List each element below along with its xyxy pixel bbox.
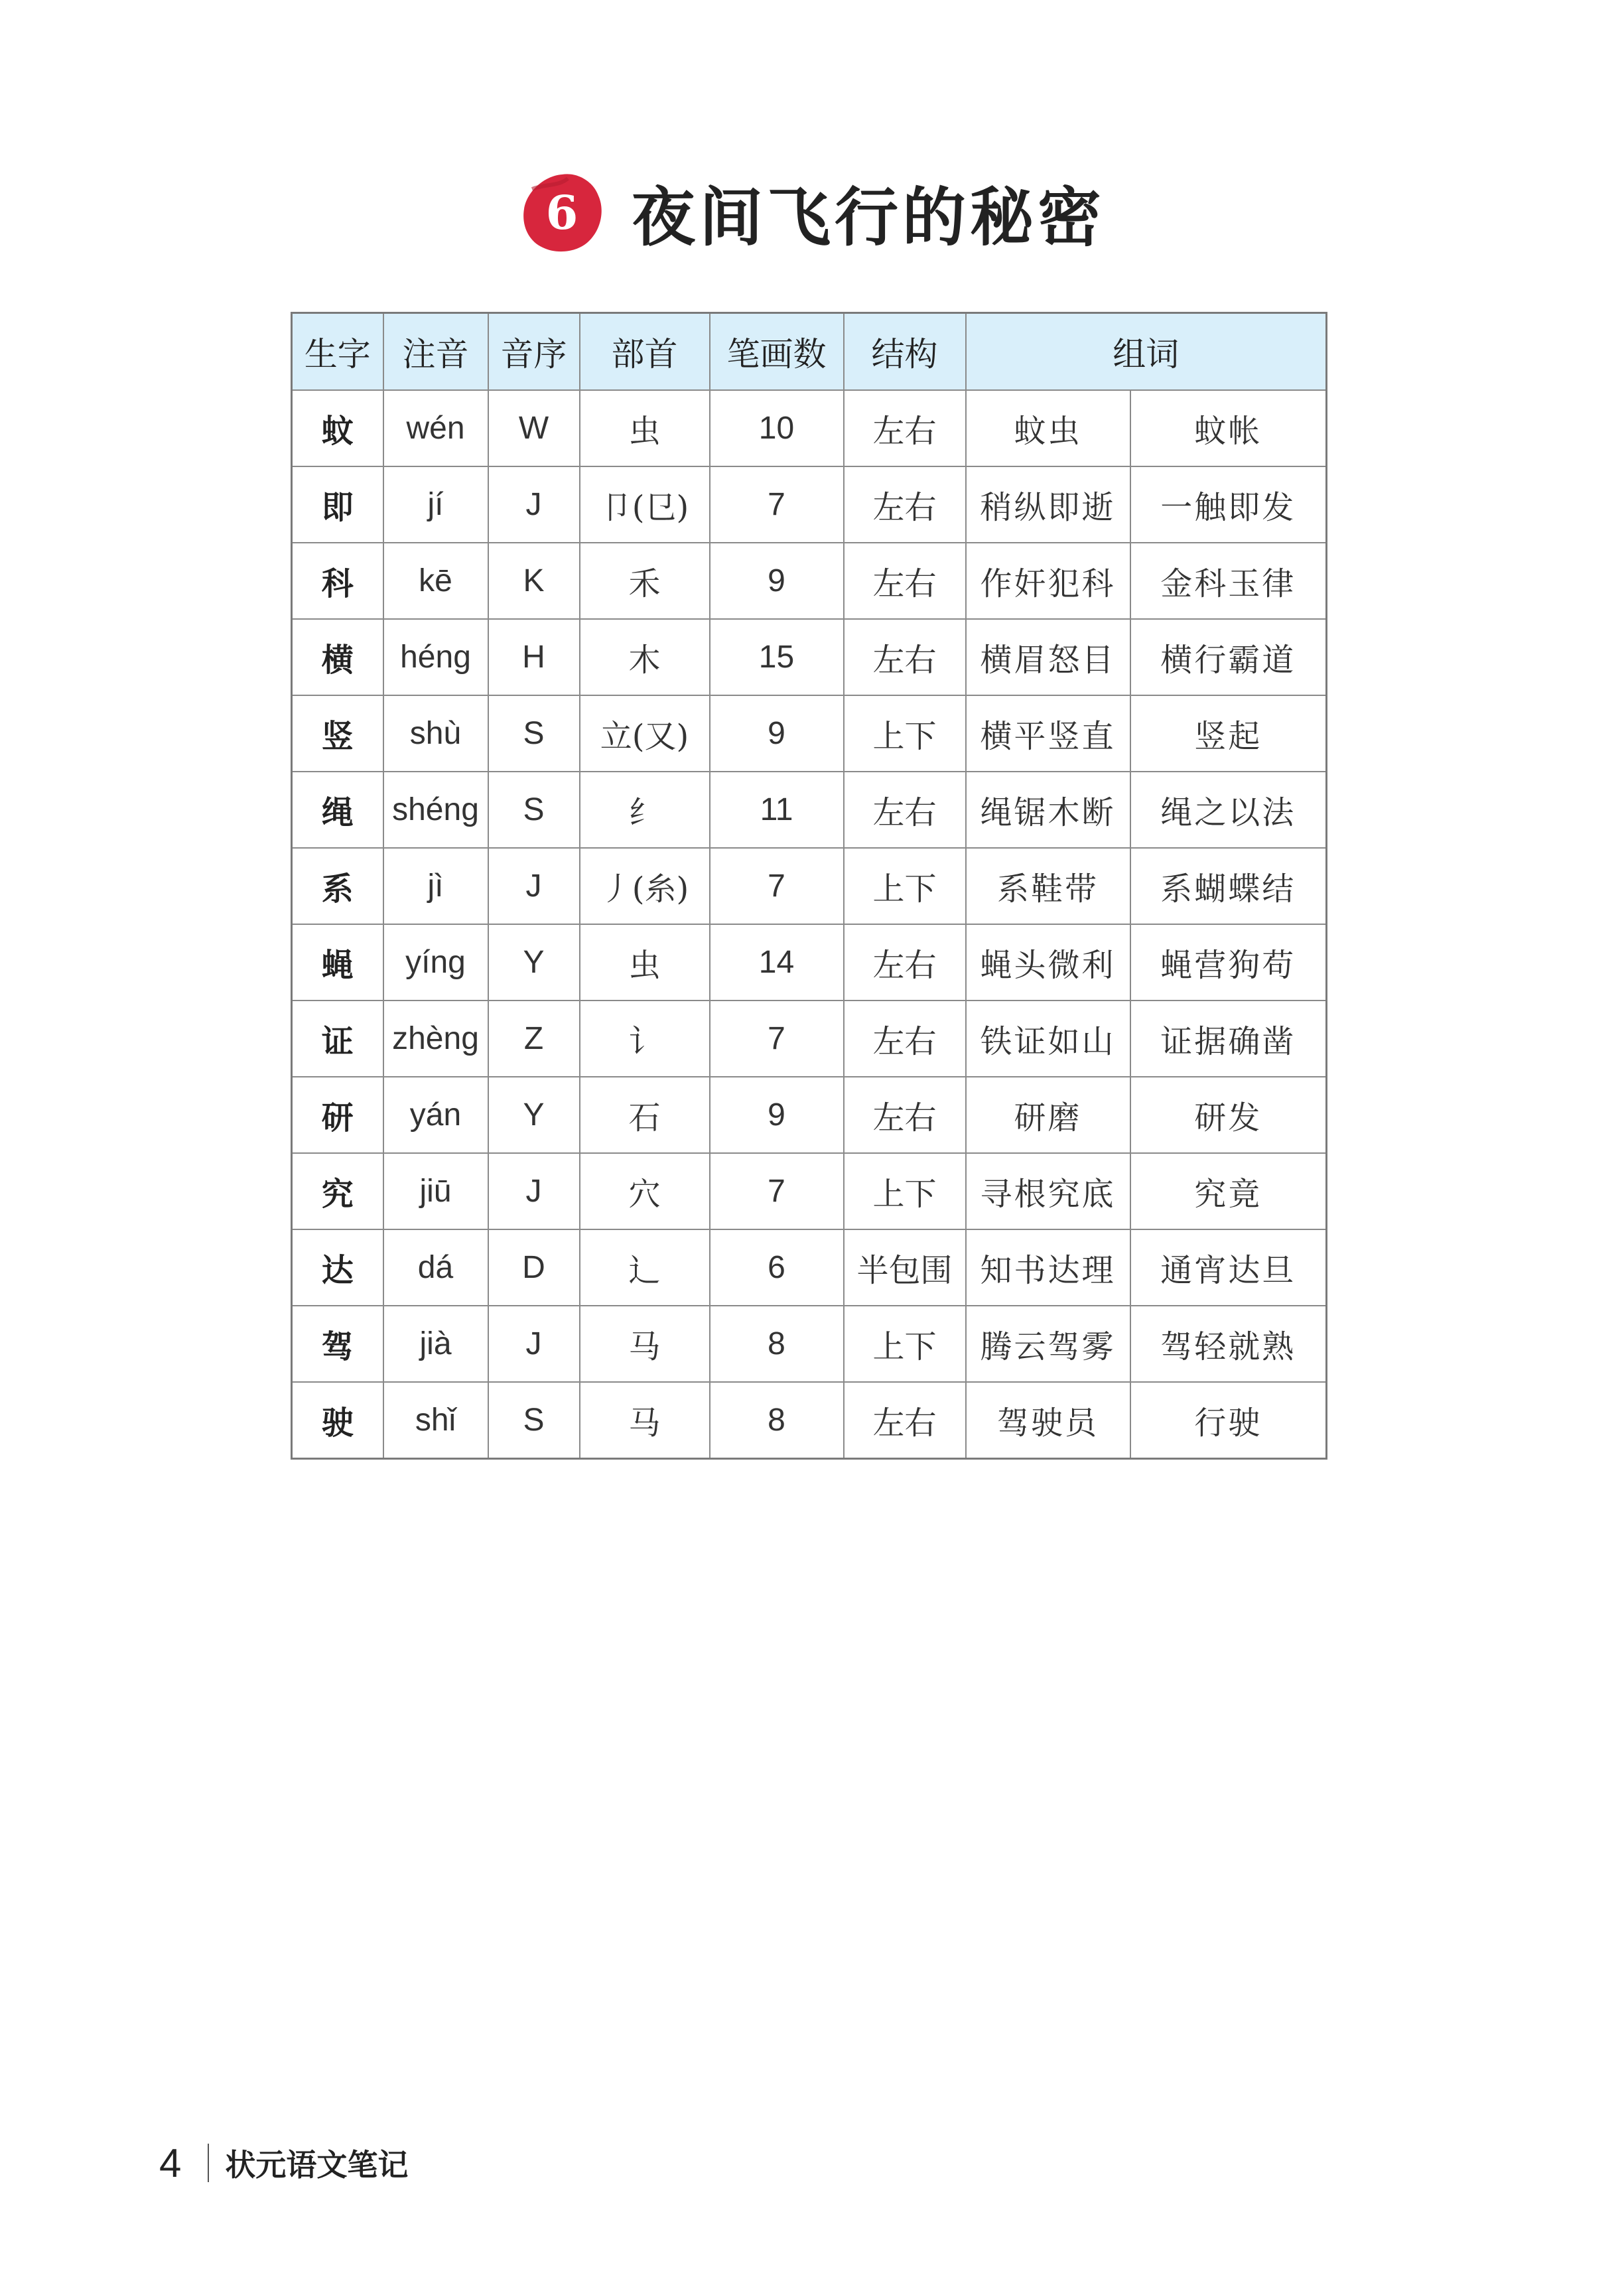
cell-word2: 研发: [1130, 1077, 1327, 1153]
cell-pinyin: shéng: [383, 772, 488, 848]
cell-char: 绳: [292, 772, 383, 848]
header-strokes: 笔画数: [710, 313, 844, 391]
cell-structure: 半包围: [844, 1229, 966, 1306]
header-structure: 结构: [844, 313, 966, 391]
table-row: [292, 1306, 1327, 1382]
header-words: 组词: [966, 313, 1327, 391]
cell-strokes: 9: [710, 543, 844, 619]
cell-structure: 上下: [844, 848, 966, 924]
cell-strokes: 9: [710, 695, 844, 772]
cell-radical: 木: [580, 619, 710, 695]
cell-char: 即: [292, 466, 383, 543]
cell-pinyin: yán: [383, 1077, 488, 1153]
header-letter: 音序: [488, 313, 580, 391]
cell-strokes: 11: [710, 772, 844, 848]
cell-letter: J: [488, 1153, 580, 1229]
cell-letter: S: [488, 772, 580, 848]
cell-char: 达: [292, 1229, 383, 1306]
lesson-title: 夜间飞行的秘密: [632, 179, 1105, 255]
cell-word2: 绳之以法: [1130, 772, 1327, 848]
cell-radical: 马: [580, 1382, 710, 1459]
page-footer: [159, 2133, 408, 2193]
table-row: [292, 1077, 1327, 1153]
cell-char: 驾: [292, 1306, 383, 1382]
table-row: [292, 924, 1327, 1001]
cell-word1: 横平竖直: [966, 695, 1130, 772]
cell-strokes: 7: [710, 1001, 844, 1077]
cell-pinyin: shù: [383, 695, 488, 772]
cell-word2: 蝇营狗苟: [1130, 924, 1327, 1001]
cell-radical: 卩(㔾): [580, 466, 710, 543]
cell-letter: Y: [488, 1077, 580, 1153]
cell-word1: 作奸犯科: [966, 543, 1130, 619]
cell-radical: 辶: [580, 1229, 710, 1306]
cell-word1: 绳锯木断: [966, 772, 1130, 848]
cell-letter: J: [488, 466, 580, 543]
cell-word1: 系鞋带: [966, 848, 1130, 924]
cell-word2: 金科玉律: [1130, 543, 1327, 619]
cell-strokes: 6: [710, 1229, 844, 1306]
cell-radical: 虫: [580, 924, 710, 1001]
cell-char: 科: [292, 543, 383, 619]
cell-word2: 横行霸道: [1130, 619, 1327, 695]
cell-word1: 研磨: [966, 1077, 1130, 1153]
page-number: 4: [159, 2140, 182, 2185]
cell-letter: Z: [488, 1001, 580, 1077]
cell-word2: 通宵达旦: [1130, 1229, 1327, 1306]
cell-strokes: 8: [710, 1306, 844, 1382]
cell-radical: 丿(糸): [580, 848, 710, 924]
cell-pinyin: wén: [383, 390, 488, 466]
cell-letter: Y: [488, 924, 580, 1001]
lesson-heading: [0, 163, 1624, 262]
cell-word1: 横眉怒目: [966, 619, 1130, 695]
cell-radical: 穴: [580, 1153, 710, 1229]
cell-strokes: 14: [710, 924, 844, 1001]
cell-word2: 蚊帐: [1130, 390, 1327, 466]
table-header: [292, 313, 1327, 391]
lesson-number-badge: [519, 169, 605, 255]
cell-word1: 寻根究底: [966, 1153, 1130, 1229]
cell-char: 驶: [292, 1382, 383, 1459]
cell-char: 证: [292, 1001, 383, 1077]
table-row: [292, 390, 1327, 466]
table-row: [292, 619, 1327, 695]
cell-radical: 讠: [580, 1001, 710, 1077]
cell-word2: 行驶: [1130, 1382, 1327, 1459]
cell-word2: 一触即发: [1130, 466, 1327, 543]
cell-pinyin: dá: [383, 1229, 488, 1306]
cell-structure: 左右: [844, 543, 966, 619]
cell-radical: 虫: [580, 390, 710, 466]
cell-word2: 究竟: [1130, 1153, 1327, 1229]
table-row: [292, 695, 1327, 772]
book-title: 状元语文笔记: [225, 2147, 409, 2183]
cell-word1: 蝇头微利: [966, 924, 1130, 1001]
footer-divider: [208, 2144, 209, 2182]
cell-structure: 左右: [844, 1001, 966, 1077]
cell-word1: 蚊虫: [966, 390, 1130, 466]
cell-pinyin: jià: [383, 1306, 488, 1382]
cell-structure: 左右: [844, 619, 966, 695]
cell-word2: 证据确凿: [1130, 1001, 1327, 1077]
cell-structure: 左右: [844, 772, 966, 848]
table-row: [292, 543, 1327, 619]
cell-pinyin: zhèng: [383, 1001, 488, 1077]
cell-structure: 左右: [844, 390, 966, 466]
cell-structure: 左右: [844, 924, 966, 1001]
cell-word2: 系蝴蝶结: [1130, 848, 1327, 924]
cell-word1: 知书达理: [966, 1229, 1130, 1306]
cell-radical: 石: [580, 1077, 710, 1153]
table-row: [292, 466, 1327, 543]
cell-char: 横: [292, 619, 383, 695]
cell-radical: 立(又): [580, 695, 710, 772]
vocabulary-table: [291, 312, 1327, 1460]
cell-letter: W: [488, 390, 580, 466]
cell-char: 究: [292, 1153, 383, 1229]
table-row: [292, 1153, 1327, 1229]
cell-structure: 上下: [844, 1153, 966, 1229]
table-row: [292, 1229, 1327, 1306]
table-row: [292, 1382, 1327, 1459]
cell-char: 竖: [292, 695, 383, 772]
cell-char: 蝇: [292, 924, 383, 1001]
cell-strokes: 15: [710, 619, 844, 695]
cell-strokes: 10: [710, 390, 844, 466]
table-row: [292, 772, 1327, 848]
cell-char: 蚊: [292, 390, 383, 466]
cell-strokes: 7: [710, 1153, 844, 1229]
table-body: [292, 390, 1327, 1459]
cell-word2: 竖起: [1130, 695, 1327, 772]
cell-letter: K: [488, 543, 580, 619]
cell-pinyin: jí: [383, 466, 488, 543]
cell-structure: 左右: [844, 466, 966, 543]
cell-strokes: 7: [710, 848, 844, 924]
cell-word1: 稍纵即逝: [966, 466, 1130, 543]
cell-structure: 上下: [844, 1306, 966, 1382]
cell-word1: 铁证如山: [966, 1001, 1130, 1077]
cell-strokes: 8: [710, 1382, 844, 1459]
cell-letter: J: [488, 1306, 580, 1382]
cell-letter: D: [488, 1229, 580, 1306]
cell-pinyin: héng: [383, 619, 488, 695]
cell-char: 系: [292, 848, 383, 924]
cell-structure: 上下: [844, 695, 966, 772]
cell-strokes: 9: [710, 1077, 844, 1153]
cell-char: 研: [292, 1077, 383, 1153]
table-row: [292, 848, 1327, 924]
cell-word2: 驾轻就熟: [1130, 1306, 1327, 1382]
cell-structure: 左右: [844, 1077, 966, 1153]
header-pinyin: 注音: [383, 313, 488, 391]
table-row: [292, 1001, 1327, 1077]
cell-radical: 禾: [580, 543, 710, 619]
cell-letter: H: [488, 619, 580, 695]
lesson-number: 6: [545, 184, 578, 240]
cell-pinyin: jiū: [383, 1153, 488, 1229]
cell-pinyin: yíng: [383, 924, 488, 1001]
cell-pinyin: kē: [383, 543, 488, 619]
cell-radical: 马: [580, 1306, 710, 1382]
cell-structure: 左右: [844, 1382, 966, 1459]
cell-letter: S: [488, 1382, 580, 1459]
cell-letter: J: [488, 848, 580, 924]
cell-letter: S: [488, 695, 580, 772]
cell-word1: 驾驶员: [966, 1382, 1130, 1459]
header-radical: 部首: [580, 313, 710, 391]
cell-pinyin: shǐ: [383, 1382, 488, 1459]
cell-radical: 纟: [580, 772, 710, 848]
cell-strokes: 7: [710, 466, 844, 543]
header-char: 生字: [292, 313, 383, 391]
cell-pinyin: jì: [383, 848, 488, 924]
cell-word1: 腾云驾雾: [966, 1306, 1130, 1382]
